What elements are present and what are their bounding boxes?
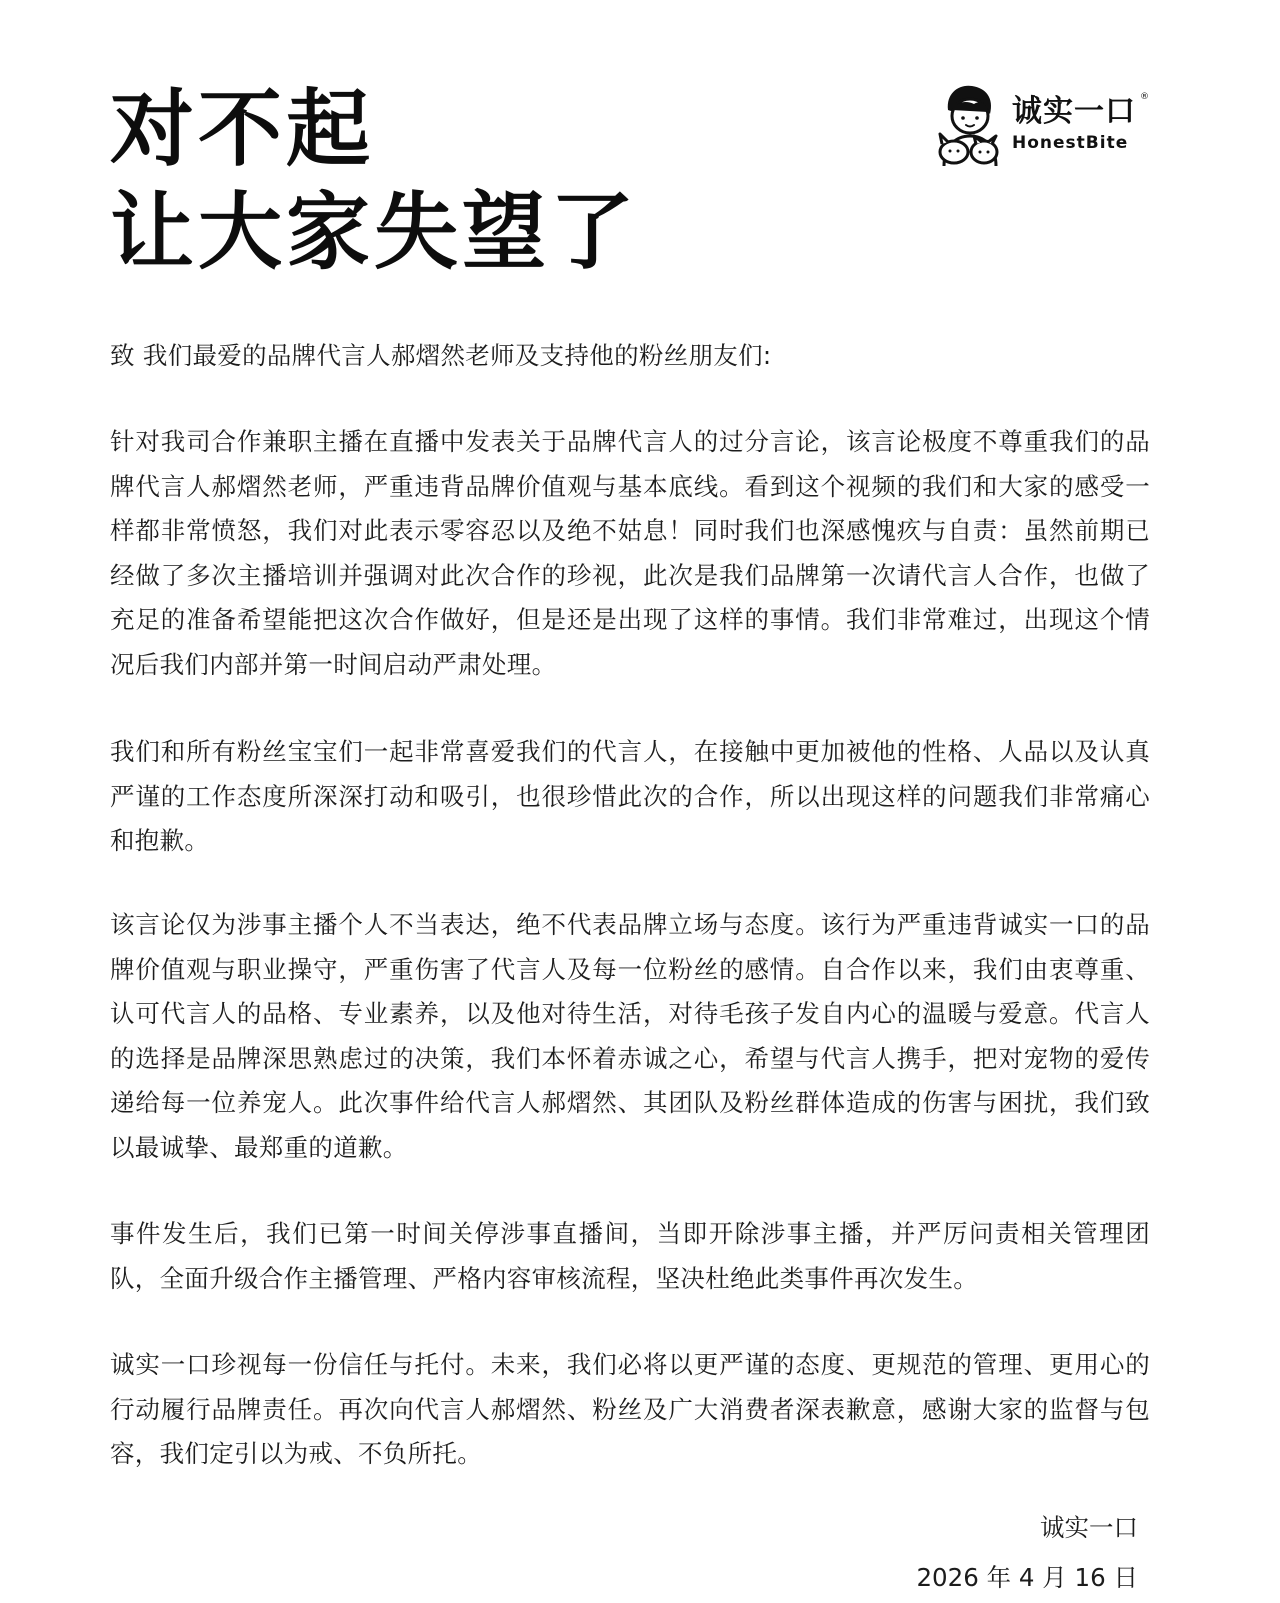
paragraph-4-text: 事件发生后，我们已第一时间关停涉事直播间，当即开除涉事主播，并严厉问责相关管理团队，全面升级合作主播管理、严格内容审核流程，坚决杜绝此类事件再次发生。 [110,1219,1150,1293]
paragraph-5-text: 诚实一口珍视每一份信任与托付。未来，我们必将以更严谨的态度、更规范的管理、更用心的行动履行品牌责任。再次向代言人郝熠然、粉丝及广大消费者深表歉意，感谢大家的监督与包容，我们定引以为戒、不负所托。 [110,1350,1150,1469]
salutation-text: 致 我们最爱的品牌代言人郝熠然老师及支持他的粉丝朋友们: [110,341,772,370]
headline [110,78,638,284]
brand-name-english: HonestBite [1012,133,1129,153]
paragraph-1 [110,420,1150,688]
headline-line-1: 对不起 [110,80,375,178]
headline-line-2: 让大家失望了 [110,183,639,281]
brand-logo [930,80,1160,170]
signature-name: 诚实一口 [1040,1513,1138,1542]
paragraph-5 [110,1343,1150,1477]
paragraph-2-text: 我们和所有粉丝宝宝们一起非常喜爱我们的代言人，在接触中更加被他的性格、人品以及认真严谨的工作态度所深深打动和吸引，也很珍惜此次的合作，所以出现这样的问题我们非常痛心和抱歉。 [110,737,1150,856]
honestbite-boy-with-pets-logo-icon [930,80,1010,170]
brand-name-chinese: 诚实一口 [1012,94,1136,129]
paragraph-3 [110,903,1150,1171]
salutation [110,334,1150,379]
paragraph-3-text: 该言论仅为涉事主播个人不当表达，绝不代表品牌立场与态度。该行为严重违背诚实一口的品牌价值观与职业操守，严重伤害了代言人及每一位粉丝的感情。自合作以来，我们由衷尊重、认可代言人的品格、专业素养，以及他对待生活，对待毛孩子发自内心的温暖与爱意。代言人的选择是品牌深思熟虑过的决策，我们本怀着赤诚之心，希望与代言人携手，把对宠物的爱传递给每一位养宠人。此次事件给代言人郝熠然、其团队及粉丝群体造成的伤害与困扰，我们致以最诚挚、最郑重的道歉。 [110,910,1150,1162]
registered-mark: ® [1140,92,1149,102]
paragraph-1-text: 针对我司合作兼职主播在直播中发表关于品牌代言人的过分言论，该言论极度不尊重我们的品牌代言人郝熠然老师，严重违背品牌价值观与基本底线。看到这个视频的我们和大家的感受一样都非常愤怒，我们对此表示零容忍以及绝不姑息！同时我们也深感愧疚与自责：虽然前期已经做了多次主播培训并强调对此次合作的珍视，此次是我们品牌第一次请代言人合作，也做了充足的准备希望能把这次合作做好，但是还是出现了这样的事情。我们非常难过，出现这个情况后我们内部并第一时间启动严肃处理。 [110,427,1150,679]
paragraph-2 [110,730,1150,864]
signature-date: 2026 年 4 月 16 日 [916,1563,1138,1592]
signature-block [916,1503,1138,1603]
paragraph-4 [110,1212,1150,1301]
